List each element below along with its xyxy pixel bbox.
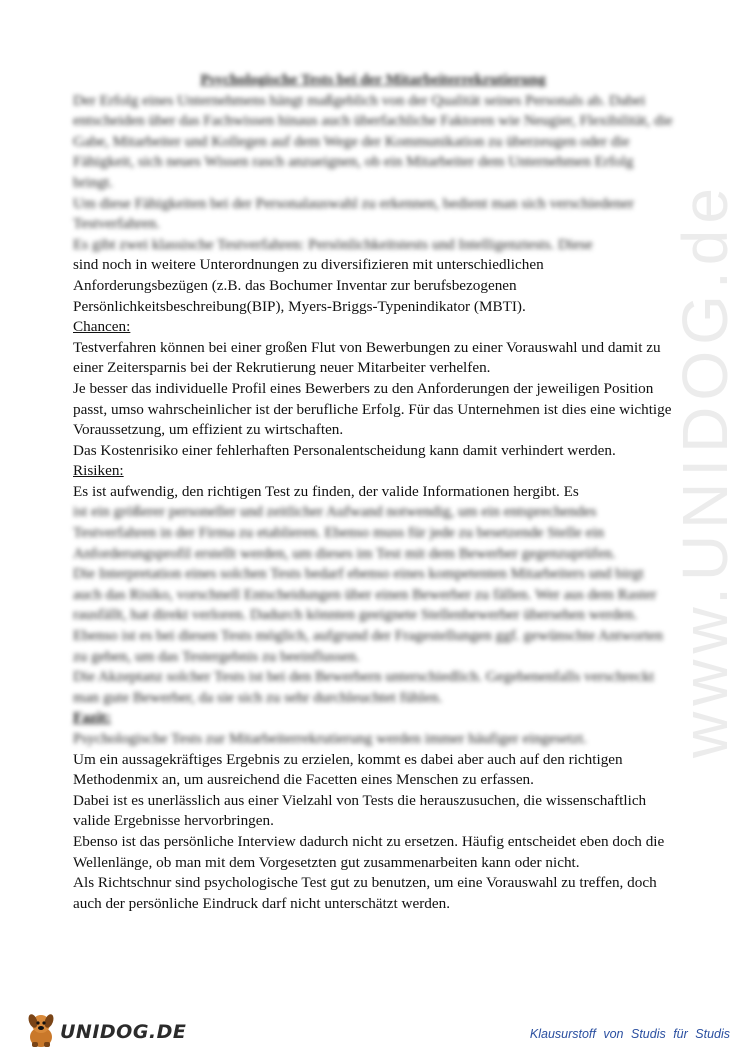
dog-mascot-icon (24, 1011, 58, 1054)
unidog-logo[interactable] (24, 1012, 186, 1052)
chancen-heading: Chancen: (73, 318, 131, 336)
intro-line-1: sind noch in weitere Unterordnungen zu diversifizieren mit unterschiedlichen (73, 256, 544, 274)
intro-line-3: Persönlichkeitsbeschreibung(BIP), Myers-Briggs-Typenindikator (MBTI). (73, 297, 526, 315)
intro-blurred-paragraph-3: Es gibt zwei klassische Testverfahren: Persönlichkeitstests und Intelligenztests. Diese (73, 235, 593, 253)
intro-blurred-paragraph-1: Der Erfolg eines Unternehmens hängt maßgeblich von der Qualität seines Personals ab. Dabei entscheiden über das Fachwissen hinaus auch überfachliche Faktoren wie Neugier, Flexibilität, die Gabe, Mitarbeiter und Kollegen auf dem Wege der Kommunikation zu überzeugen oder die Fähigkeit, sich neues Wissen rasch anzueignen, ob ein Mitarbeiter dem Unternehmen Erfolg bringt. (73, 91, 673, 191)
document-title: Psychologische Tests bei der Mitarbeiterrekrutierung (200, 71, 546, 88)
risiken-line-visible: Es ist aufwendig, den richtigen Test zu finden, der valide Informationen hergibt. Es (73, 482, 579, 500)
fazit-heading: Fazit: (73, 709, 111, 727)
risiken-blurred-paragraph-4: Die Akzeptanz solcher Tests ist bei den Bewerbern unterschiedlich. Gegebenenfalls verschreckt man gute Bewerber, da sie sich zu sehr durchleuchtet fühlen. (73, 668, 655, 706)
chancen-paragraph-1: Testverfahren können bei einer großen Flut von Bewerbungen zu einer Vorauswahl und damit zu einer Zeitersparnis bei der Rekrutierung neuer Mitarbeiter verhelfen. (73, 338, 661, 377)
fazit-paragraph-4: Als Richtschnur sind psychologische Test gut zu benutzen, um eine Vorauswahl zu treffen, doch auch der persönliche Eindruck darf nicht unterschätzt werden. (73, 874, 657, 912)
logo-text: UNIDOG.DE (60, 1021, 187, 1043)
chancen-paragraph-3: Das Kostenrisiko einer fehlerhaften Personalentscheidung kann damit verhindert werden. (73, 441, 616, 459)
watermark: www.UNIDOG.de (669, 182, 741, 758)
intro-line-2: Anforderungsbezügen (z.B. das Bochumer Inventar zur berufsbezogenen (73, 276, 517, 294)
footer-tagline: Klausurstoff von Studis für Studis (529, 1027, 730, 1041)
risiken-blurred-paragraph-2: Die Interpretation eines solchen Tests bedarf ebenso eines kompetenten Mitarbeiters und birgt auch das Risiko, vorschnell Entscheidungen über einen Bewerber zu fällen. Wer aus dem Raster rausfällt, hat direkt verloren. Dadurch könnten geeignete Stellenbewerber übersehen werden. (73, 565, 657, 624)
risiken-heading: Risiken: (73, 462, 124, 480)
intro-blurred-paragraph-2: Um diese Fähigkeiten bei der Personalauswahl zu erkennen, bedient man sich verschiedener Testverfahren. (73, 194, 634, 233)
fazit-blurred-line: Psychologische Tests zur Mitarbeiterrekrutierung werden immer häufiger eingesetzt. (73, 730, 588, 747)
risiken-blurred-paragraph-1: ist ein größerer personeller und zeitlicher Aufwand notwendig, um ein entsprechendes Testverfahren in der Firma zu etablieren. Ebenso muss für jede zu besetzende Stelle ein Anforderungsprofil erstellt werden, um dieses im Test mit dem Bewerber gegenzuprüfen. (73, 503, 616, 562)
fazit-paragraph-2: Dabei ist es unerlässlich aus einer Vielzahl von Tests die herauszusuchen, die wissenschaftlich valide Ergebnisse hervorbringen. (73, 791, 647, 830)
fazit-paragraph-1: Um ein aussagekräftiges Ergebnis zu erzielen, kommt es dabei aber auch auf den richtigen Methodenmix an, um ausreichend die Facetten eines Menschen zu erfassen. (73, 750, 623, 789)
chancen-paragraph-2: Je besser das individuelle Profil eines Bewerbers zu den Anforderungen der jeweiligen Position passt, umso wahrscheinlicher ist der berufliche Erfolg. Für das Unternehmen ist dies eine wichtige Voraussetzung, um effizient zu wirtschaften. (73, 379, 672, 439)
fazit-paragraph-3: Ebenso ist das persönliche Interview dadurch nicht zu ersetzen. Häufig entscheidet eben doch die Wellenlänge, ob man mit dem Vorgesetzten gut zusammenarbeiten kann oder nicht. (73, 832, 665, 871)
document-body (73, 70, 673, 914)
risiken-blurred-paragraph-3: Ebenso ist es bei diesen Tests möglich, aufgrund der Fragestellungen ggf. gewünschte Antworten zu geben, um das Testergebnis zu beeinflussen. (73, 627, 663, 665)
